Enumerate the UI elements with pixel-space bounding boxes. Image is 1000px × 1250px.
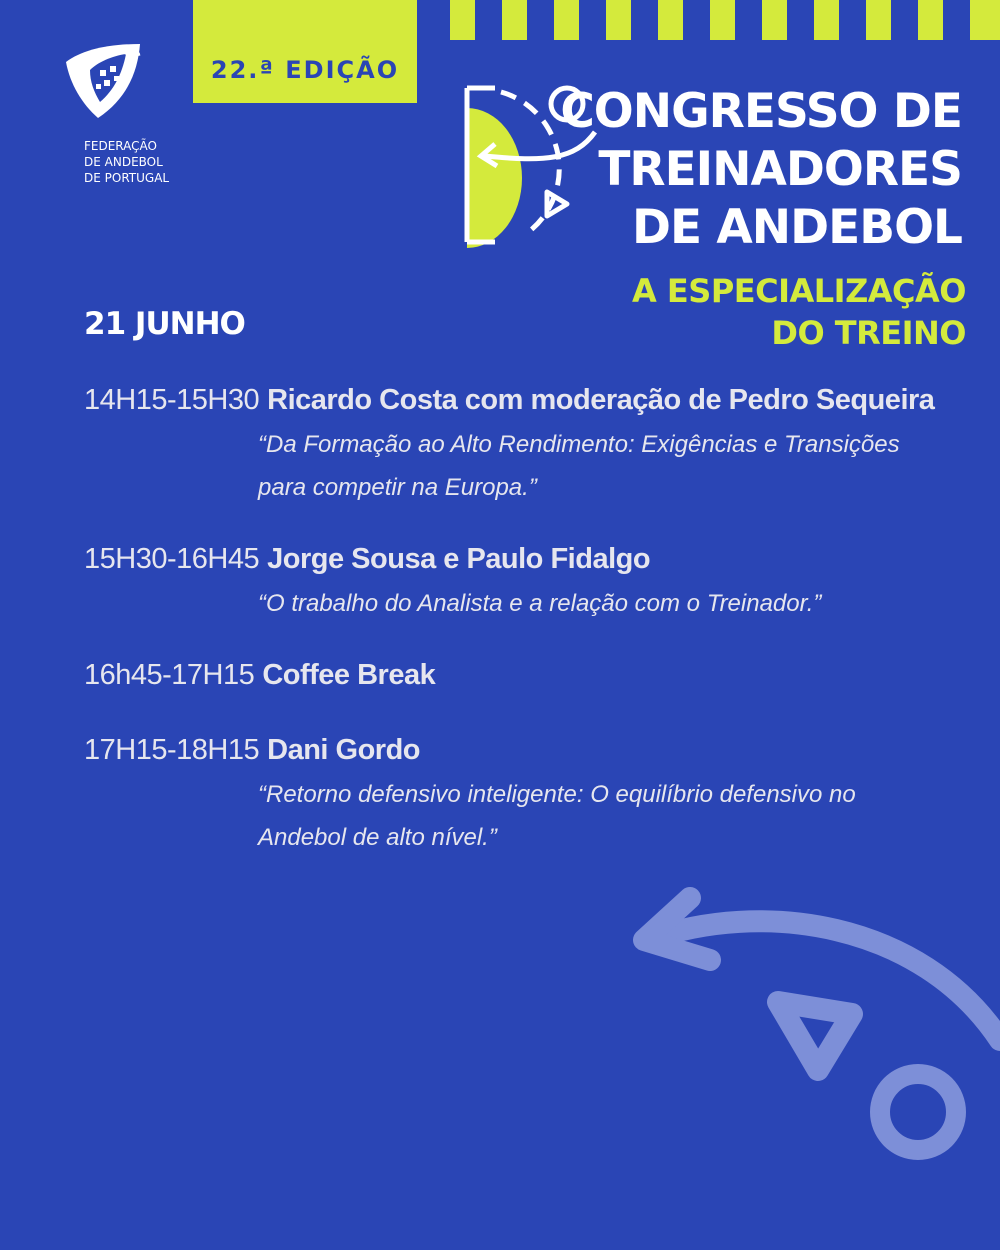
- schedule-date: 21 JUNHO: [84, 306, 245, 342]
- session-description: [258, 423, 918, 509]
- federation-name-line: DE PORTUGAL: [84, 171, 170, 185]
- congress-subtitle: [632, 270, 966, 354]
- session-speaker: Dani Gordo: [267, 734, 421, 766]
- description-line: Andebol de alto nível.”: [258, 824, 497, 851]
- description-line: “Da Formação ao Alto Rendimento: Exigências e Transições: [258, 431, 900, 458]
- session-item: [84, 384, 934, 509]
- session-speaker: Coffee Break: [262, 659, 436, 691]
- session-speaker: Ricardo Costa com moderação de Pedro Sequeira: [267, 384, 935, 416]
- session-time: 15H30-16H45: [84, 543, 260, 575]
- decorative-play-arrow-icon: [620, 880, 1000, 1250]
- session-item: [84, 659, 435, 692]
- session-speaker: Jorge Sousa e Paulo Fidalgo: [267, 543, 651, 575]
- session-item: [84, 543, 918, 625]
- title-line: CONGRESSO DE: [560, 84, 962, 139]
- title-line: TREINADORES: [598, 142, 962, 197]
- top-stripes: [450, 0, 1000, 40]
- federation-name: [84, 138, 204, 186]
- federation-logo-icon: [62, 40, 146, 120]
- session-time: 17H15-18H15: [84, 734, 260, 766]
- subtitle-line: DO TREINO: [771, 314, 966, 352]
- title-line: DE ANDEBOL: [631, 200, 962, 255]
- session-description: [258, 773, 918, 859]
- session-time: 14H15-15H30: [84, 384, 260, 416]
- description-line: “O trabalho do Analista e a relação com o Treinador.”: [258, 590, 822, 617]
- edition-box: [193, 0, 417, 103]
- description-line: para competir na Europa.”: [258, 474, 537, 501]
- session-item: [84, 734, 918, 859]
- federation-name-line: DE ANDEBOL: [84, 155, 163, 169]
- subtitle-line: A ESPECIALIZAÇÃO: [632, 272, 966, 310]
- description-line: “Retorno defensivo inteligente: O equilíbrio defensivo no: [258, 781, 856, 808]
- federation-name-line: FEDERAÇÃO: [84, 139, 157, 153]
- congress-title: [560, 83, 962, 257]
- session-description: [258, 582, 918, 625]
- edition-label: 22.ª EDIÇÃO: [210, 56, 400, 84]
- session-time: 16h45-17H15: [84, 659, 255, 691]
